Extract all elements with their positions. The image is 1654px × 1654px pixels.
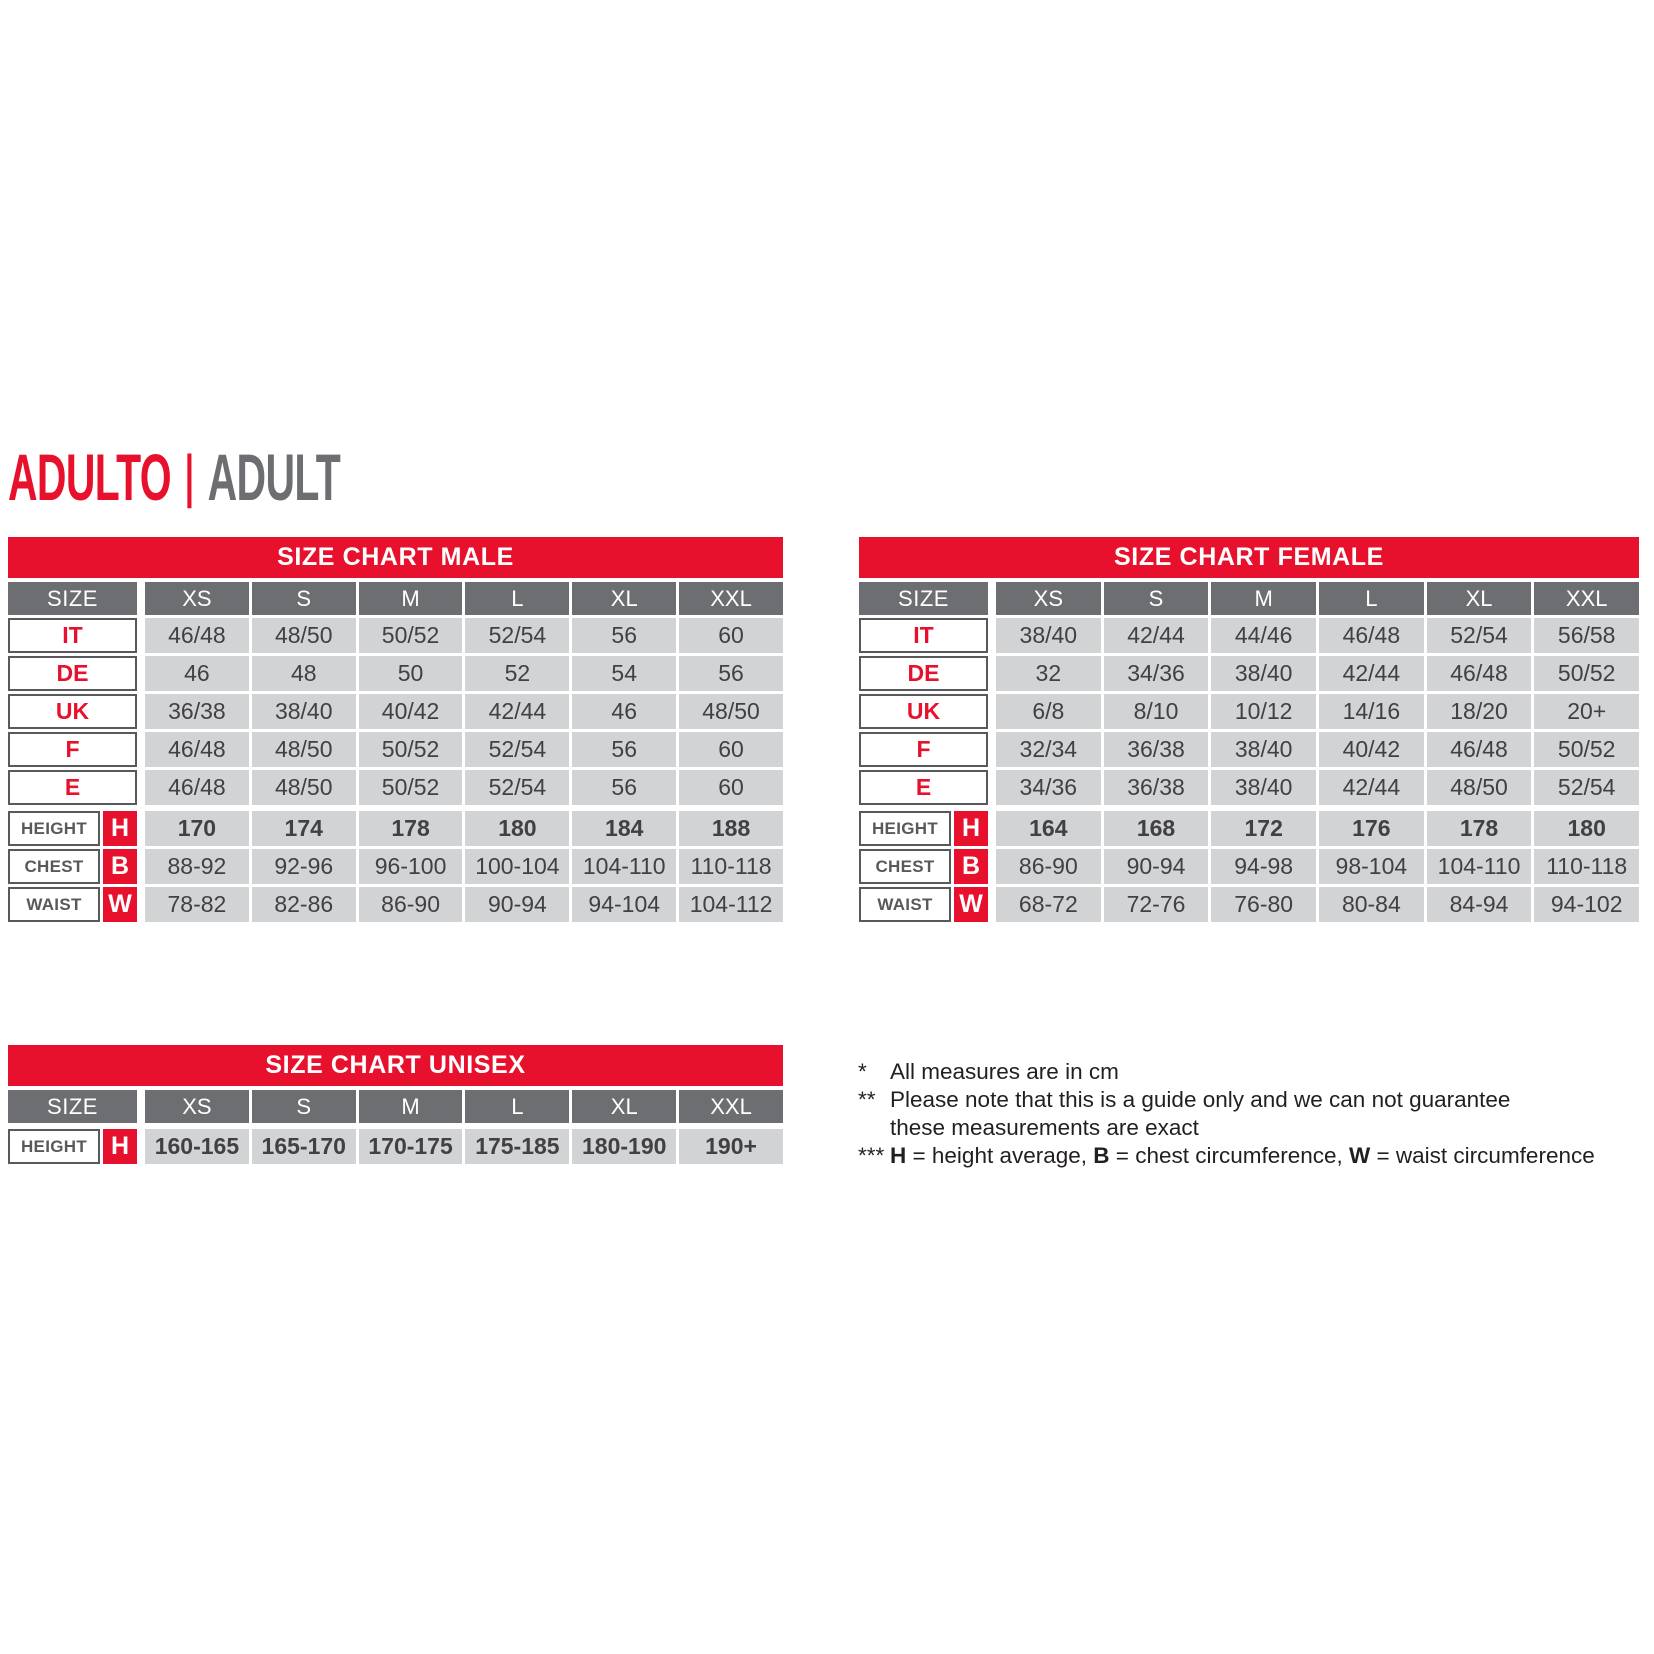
measurement-value-cells <box>996 887 1639 922</box>
size-value-cell: 44/46 <box>1211 618 1316 653</box>
size-value-cells <box>996 656 1639 691</box>
measurement-value-cell: 180 <box>1534 811 1639 846</box>
table-row <box>8 732 783 767</box>
region-size-rows <box>859 618 1639 805</box>
size-value-cell: 38/40 <box>1211 656 1316 691</box>
size-column-headers <box>145 582 783 615</box>
size-column-headers <box>145 1090 783 1123</box>
size-value-cell: 48/50 <box>252 770 356 805</box>
footnote-segment: = height average, <box>912 1143 1094 1168</box>
measurement-value-cell: 92-96 <box>252 849 356 884</box>
size-value-cell: 42/44 <box>1319 770 1424 805</box>
measurement-value-cell: 110-118 <box>679 849 783 884</box>
size-value-cell: 48/50 <box>1427 770 1532 805</box>
table-row <box>859 811 1639 846</box>
size-chart <box>859 537 1639 922</box>
size-value-cell: 52/54 <box>1427 618 1532 653</box>
size-column-header: S <box>252 582 356 615</box>
size-value-cell: 6/8 <box>996 694 1101 729</box>
page-title-english: ADULT <box>207 440 341 514</box>
size-value-cell: 48/50 <box>252 618 356 653</box>
size-column-header: M <box>359 582 463 615</box>
size-value-cell: 42/44 <box>1319 656 1424 691</box>
size-value-cell: 48 <box>252 656 356 691</box>
size-column-header: L <box>465 582 569 615</box>
footnote-line <box>858 1114 1650 1142</box>
size-column-header: M <box>359 1090 463 1123</box>
size-value-cell: 50 <box>359 656 463 691</box>
measurement-value-cell: 86-90 <box>359 887 463 922</box>
table-row <box>859 656 1639 691</box>
measurement-value-cell: 180 <box>465 811 569 846</box>
size-value-cell: 20+ <box>1534 694 1639 729</box>
measurement-value-cell: 104-110 <box>1427 849 1532 884</box>
size-value-cells <box>145 770 783 805</box>
size-value-cell: 38/40 <box>252 694 356 729</box>
measurement-letter-badge: H <box>103 811 137 846</box>
size-value-cell: 18/20 <box>1427 694 1532 729</box>
size-value-cell: 38/40 <box>1211 770 1316 805</box>
region-label: IT <box>859 618 988 653</box>
size-value-cell: 42/44 <box>465 694 569 729</box>
size-value-cell: 46 <box>572 694 676 729</box>
region-label: UK <box>859 694 988 729</box>
measurement-rows <box>8 1129 783 1164</box>
size-value-cell: 40/42 <box>359 694 463 729</box>
footnote-segment: Please note that this is a guide only and we can not guarantee <box>890 1087 1511 1112</box>
measurement-label: HEIGHT <box>8 811 100 846</box>
size-value-cell: 36/38 <box>1104 770 1209 805</box>
size-column-header: SIZE <box>8 1090 137 1123</box>
size-value-cell: 46/48 <box>145 770 249 805</box>
size-value-cell: 36/38 <box>1104 732 1209 767</box>
measurement-value-cells <box>145 887 783 922</box>
table-row <box>859 849 1639 884</box>
measurement-value-cell: 188 <box>679 811 783 846</box>
size-value-cell: 56 <box>572 618 676 653</box>
table-row <box>859 618 1639 653</box>
footnote-text <box>890 1114 1650 1142</box>
footnotes <box>858 1058 1650 1170</box>
table-row <box>8 811 783 846</box>
region-label: UK <box>8 694 137 729</box>
measurement-label: HEIGHT <box>859 811 951 846</box>
measurement-value-cell: 175-185 <box>465 1129 569 1164</box>
measurement-value-cell: 165-170 <box>252 1129 356 1164</box>
size-value-cells <box>145 694 783 729</box>
measurement-value-cell: 160-165 <box>145 1129 249 1164</box>
size-value-cell: 46/48 <box>1427 656 1532 691</box>
size-value-cell: 38/40 <box>996 618 1101 653</box>
size-value-cells <box>145 618 783 653</box>
footnote-line <box>858 1086 1650 1114</box>
size-chart-banner: SIZE CHART UNISEX <box>8 1045 783 1086</box>
size-value-cell: 50/52 <box>1534 656 1639 691</box>
size-value-cell: 52/54 <box>465 732 569 767</box>
measurement-value-cell: 90-94 <box>465 887 569 922</box>
table-row <box>8 656 783 691</box>
region-label: DE <box>8 656 137 691</box>
page-title-italian: ADULTO <box>8 440 171 514</box>
footnote-segment: = waist circumference <box>1376 1143 1595 1168</box>
measurement-value-cell: 88-92 <box>145 849 249 884</box>
footnote-segment: B <box>1093 1143 1110 1168</box>
column-header-row <box>8 1090 783 1123</box>
size-value-cell: 48/50 <box>252 732 356 767</box>
column-header-row <box>859 582 1639 615</box>
size-column-header: XXL <box>679 1090 783 1123</box>
size-column-header: XS <box>145 1090 249 1123</box>
measurement-letter-badge: W <box>954 887 988 922</box>
measurement-label: WAIST <box>8 887 100 922</box>
measurement-value-cell: 84-94 <box>1427 887 1532 922</box>
size-value-cell: 42/44 <box>1104 618 1209 653</box>
size-column-header: L <box>1319 582 1424 615</box>
measurement-value-cell: 172 <box>1211 811 1316 846</box>
measurement-value-cell: 184 <box>572 811 676 846</box>
size-value-cell: 34/36 <box>996 770 1101 805</box>
measurement-rows <box>859 811 1639 922</box>
measurement-label: HEIGHT <box>8 1129 100 1164</box>
measurement-value-cell: 180-190 <box>572 1129 676 1164</box>
footnote-text <box>890 1142 1650 1170</box>
size-value-cell: 50/52 <box>359 770 463 805</box>
size-column-header: XS <box>996 582 1101 615</box>
size-value-cell: 46/48 <box>145 618 249 653</box>
region-label: DE <box>859 656 988 691</box>
size-value-cell: 38/40 <box>1211 732 1316 767</box>
measurement-value-cells <box>145 849 783 884</box>
footnote-segment: = chest circumference, <box>1115 1143 1350 1168</box>
measurement-value-cell: 190+ <box>679 1129 783 1164</box>
table-row <box>8 694 783 729</box>
measurement-value-cell: 90-94 <box>1104 849 1209 884</box>
size-column-header: XXL <box>679 582 783 615</box>
footnote-line <box>858 1058 1650 1086</box>
size-value-cell: 8/10 <box>1104 694 1209 729</box>
size-column-header: XXL <box>1534 582 1639 615</box>
size-value-cells <box>996 618 1639 653</box>
table-row <box>859 770 1639 805</box>
footnote-text <box>890 1058 1650 1086</box>
size-value-cell: 46 <box>145 656 249 691</box>
size-column-header: S <box>1104 582 1209 615</box>
size-value-cells <box>145 732 783 767</box>
measurement-value-cell: 178 <box>1427 811 1532 846</box>
measurement-value-cells <box>996 849 1639 884</box>
size-column-header: XL <box>1427 582 1532 615</box>
footnote-marker <box>858 1114 890 1142</box>
size-value-cell: 46/48 <box>145 732 249 767</box>
measurement-value-cell: 168 <box>1104 811 1209 846</box>
size-value-cell: 56 <box>572 770 676 805</box>
size-value-cell: 36/38 <box>145 694 249 729</box>
size-value-cell: 50/52 <box>359 732 463 767</box>
page-title <box>8 440 341 514</box>
size-chart <box>8 537 783 922</box>
size-value-cells <box>996 694 1639 729</box>
size-chart-banner: SIZE CHART MALE <box>8 537 783 578</box>
table-row <box>8 618 783 653</box>
measurement-value-cell: 164 <box>996 811 1101 846</box>
size-chart-banner: SIZE CHART FEMALE <box>859 537 1639 578</box>
measurement-value-cell: 96-100 <box>359 849 463 884</box>
measurement-value-cell: 86-90 <box>996 849 1101 884</box>
measurement-label: CHEST <box>859 849 951 884</box>
measurement-letter-badge: W <box>103 887 137 922</box>
size-value-cells <box>996 770 1639 805</box>
table-row <box>8 770 783 805</box>
table-row <box>859 732 1639 767</box>
page-title-separator: | <box>182 444 196 509</box>
region-label: E <box>859 770 988 805</box>
measurement-value-cell: 178 <box>359 811 463 846</box>
measurement-value-cell: 170-175 <box>359 1129 463 1164</box>
measurement-value-cell: 110-118 <box>1534 849 1639 884</box>
measurement-value-cell: 104-110 <box>572 849 676 884</box>
size-value-cell: 56/58 <box>1534 618 1639 653</box>
measurement-value-cell: 94-102 <box>1534 887 1639 922</box>
size-column-header: SIZE <box>859 582 988 615</box>
footnote-segment: these measurements are exact <box>890 1115 1199 1140</box>
size-column-header: SIZE <box>8 582 137 615</box>
region-label: IT <box>8 618 137 653</box>
measurement-value-cells <box>145 1129 783 1164</box>
measurement-value-cell: 100-104 <box>465 849 569 884</box>
size-column-header: M <box>1211 582 1316 615</box>
size-value-cell: 56 <box>679 656 783 691</box>
measurement-value-cell: 98-104 <box>1319 849 1424 884</box>
footnote-line <box>858 1142 1650 1170</box>
size-column-headers <box>996 582 1639 615</box>
size-column-header: S <box>252 1090 356 1123</box>
size-column-header: XL <box>572 1090 676 1123</box>
measurement-value-cells <box>996 811 1639 846</box>
size-value-cell: 56 <box>572 732 676 767</box>
measurement-value-cell: 68-72 <box>996 887 1101 922</box>
size-column-header: XL <box>572 582 676 615</box>
measurement-value-cells <box>145 811 783 846</box>
size-value-cell: 50/52 <box>359 618 463 653</box>
size-value-cell: 32 <box>996 656 1101 691</box>
size-chart <box>8 1045 783 1164</box>
region-label: F <box>859 732 988 767</box>
size-value-cell: 40/42 <box>1319 732 1424 767</box>
measurement-value-cell: 80-84 <box>1319 887 1424 922</box>
size-value-cell: 48/50 <box>679 694 783 729</box>
table-row <box>8 887 783 922</box>
table-row <box>859 887 1639 922</box>
column-header-row <box>8 582 783 615</box>
size-value-cell: 52 <box>465 656 569 691</box>
measurement-label: CHEST <box>8 849 100 884</box>
measurement-letter-badge: B <box>103 849 137 884</box>
footnote-marker: * <box>858 1059 867 1084</box>
size-column-header: XS <box>145 582 249 615</box>
measurement-letter-badge: H <box>103 1129 137 1164</box>
size-value-cell: 46/48 <box>1427 732 1532 767</box>
size-value-cell: 14/16 <box>1319 694 1424 729</box>
size-value-cell: 52/54 <box>465 770 569 805</box>
footnote-marker: ** <box>858 1087 876 1112</box>
measurement-letter-badge: H <box>954 811 988 846</box>
size-column-header: L <box>465 1090 569 1123</box>
table-row <box>859 694 1639 729</box>
footnote-marker: *** <box>858 1143 885 1168</box>
measurement-value-cell: 174 <box>252 811 356 846</box>
size-value-cell: 60 <box>679 618 783 653</box>
table-row <box>8 849 783 884</box>
size-value-cell: 10/12 <box>1211 694 1316 729</box>
region-size-rows <box>8 618 783 805</box>
measurement-value-cell: 176 <box>1319 811 1424 846</box>
measurement-value-cell: 104-112 <box>679 887 783 922</box>
size-value-cell: 32/34 <box>996 732 1101 767</box>
footnote-segment: All measures are in cm <box>890 1059 1119 1084</box>
size-value-cell: 52/54 <box>465 618 569 653</box>
measurement-value-cell: 76-80 <box>1211 887 1316 922</box>
size-value-cell: 60 <box>679 732 783 767</box>
measurement-value-cell: 78-82 <box>145 887 249 922</box>
measurement-letter-badge: B <box>954 849 988 884</box>
measurement-label: WAIST <box>859 887 951 922</box>
region-label: E <box>8 770 137 805</box>
size-value-cell: 60 <box>679 770 783 805</box>
footnote-text <box>890 1086 1650 1114</box>
table-row <box>8 1129 783 1164</box>
footnote-segment: W <box>1349 1143 1371 1168</box>
size-value-cell: 34/36 <box>1104 656 1209 691</box>
region-label: F <box>8 732 137 767</box>
measurement-rows <box>8 811 783 922</box>
measurement-value-cell: 82-86 <box>252 887 356 922</box>
size-value-cell: 50/52 <box>1534 732 1639 767</box>
measurement-value-cell: 94-104 <box>572 887 676 922</box>
size-value-cell: 46/48 <box>1319 618 1424 653</box>
size-value-cells <box>996 732 1639 767</box>
size-value-cells <box>145 656 783 691</box>
measurement-value-cell: 170 <box>145 811 249 846</box>
size-value-cell: 52/54 <box>1534 770 1639 805</box>
size-value-cell: 54 <box>572 656 676 691</box>
measurement-value-cell: 72-76 <box>1104 887 1209 922</box>
footnote-segment: H <box>890 1143 907 1168</box>
measurement-value-cell: 94-98 <box>1211 849 1316 884</box>
